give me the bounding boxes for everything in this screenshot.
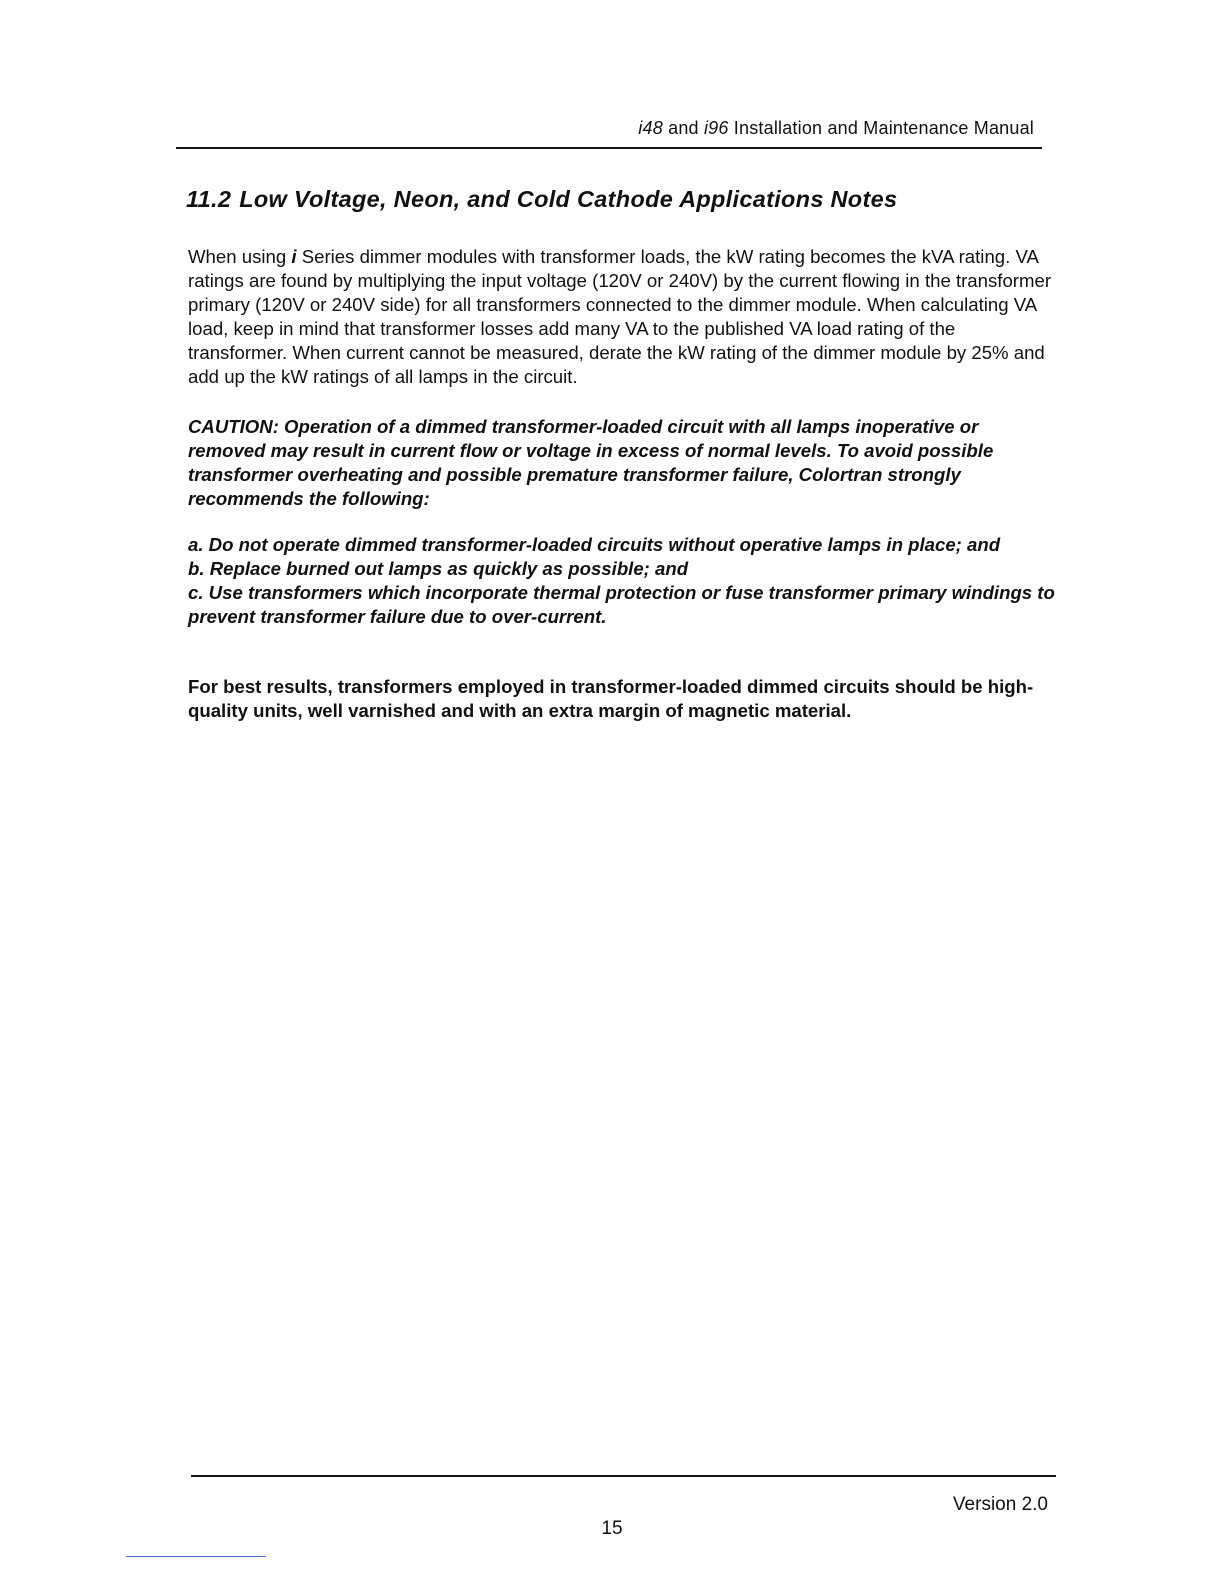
recommendations-list <box>188 533 1058 629</box>
header-and: and <box>668 118 699 138</box>
page-number: 15 <box>601 1518 623 1539</box>
recommendation-a: a. Do not operate dimmed transformer-loaded circuits without operative lamps in place; and <box>188 534 1001 555</box>
series-letter: i <box>291 246 297 267</box>
scan-artifact-line <box>126 1556 266 1557</box>
version-label: Version 2.0 <box>952 1494 1048 1515</box>
model-i48: i48 <box>638 118 663 138</box>
footer-rule <box>191 1475 1056 1477</box>
recommendation-b: b. Replace burned out lamps as quickly as possible; and <box>188 558 689 579</box>
section-number: 11.2 <box>186 186 232 212</box>
section-heading: Low Voltage, Neon, and Cold Cathode Applications Notes <box>239 186 898 212</box>
intro-paragraph <box>188 245 1058 389</box>
section-title <box>186 186 897 213</box>
best-results-paragraph: For best results, transformers employed in transformer-loaded dimmed circuits should be high-quality units, well varnished and with an extra margin of magnetic material. <box>188 676 1034 721</box>
header-rule <box>176 147 1042 149</box>
model-i96: i96 <box>703 118 729 138</box>
caution-paragraph: CAUTION: Operation of a dimmed transformer-loaded circuit with all lamps inoperative or removed may result in current flow or voltage in excess of normal levels. To avoid possible transformer overheating and possible premature transformer failure, Colortran strongly recommends the following: <box>188 416 994 509</box>
header-title: Installation and Maintenance Manual <box>733 118 1034 138</box>
recommendation-c: c. Use transformers which incorporate thermal protection or fuse transformer primary windings to prevent transformer failure due to over-current. <box>188 582 1055 627</box>
running-header <box>176 118 1034 139</box>
intro-lead: When using <box>188 246 287 267</box>
intro-text: Series dimmer modules with transformer loads, the kW rating becomes the kVA rating. VA ratings are found by multiplying the input voltage (120V or 240V) by the current flowing in the transformer primary (120V or 240V side) for all transformers connected to the dimmer module. When calculating VA load, keep in mind that transformer losses add many VA to the published VA load rating of the transformer. When current cannot be measured, derate the kW rating of the dimmer module by 25% and add up the kW ratings of all lamps in the circuit. <box>188 246 1052 387</box>
